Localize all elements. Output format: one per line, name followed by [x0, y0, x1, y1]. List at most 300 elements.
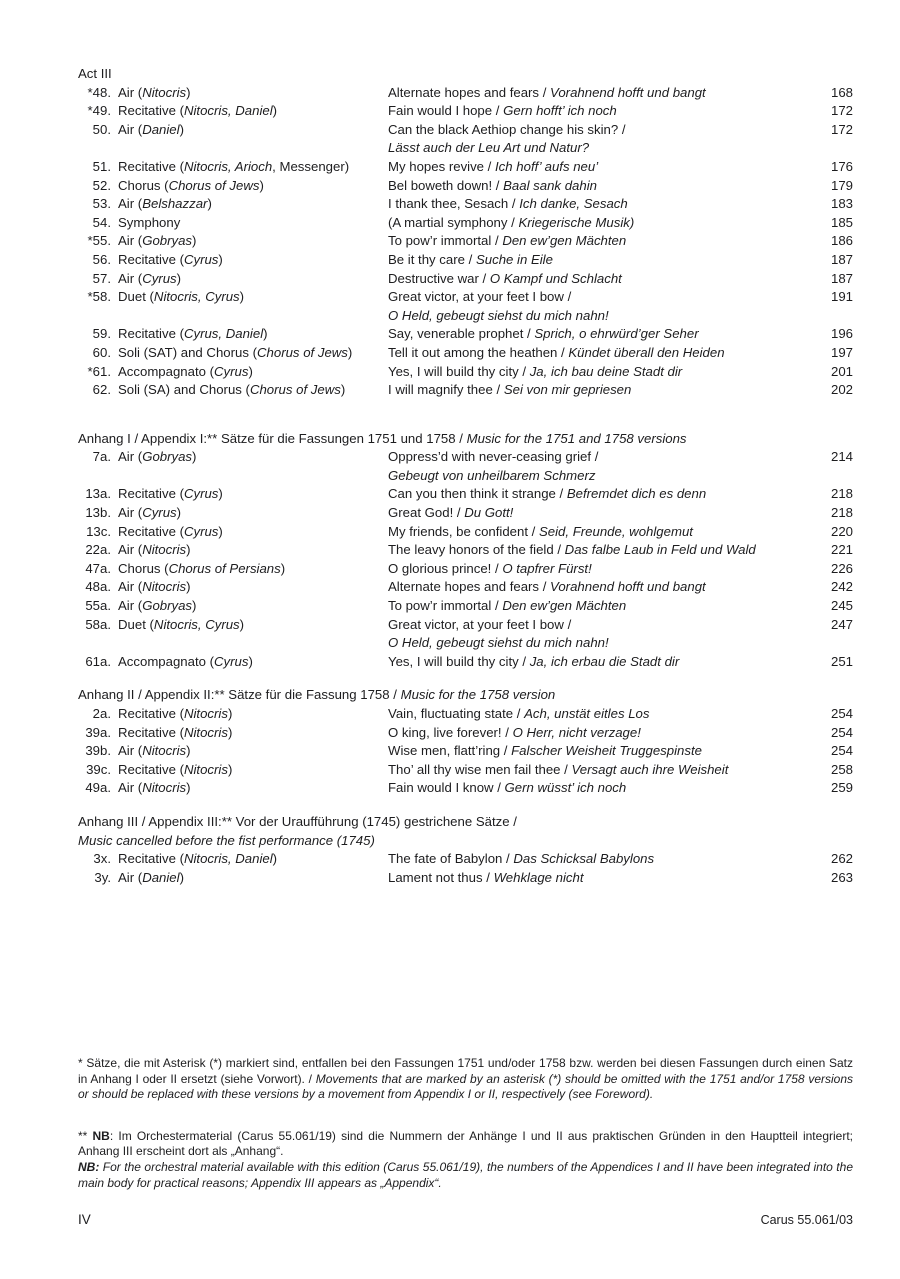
movement-number: 58a.: [85, 616, 111, 632]
text-segment: ): [248, 363, 253, 379]
toc-row: [78, 448, 853, 485]
text-segment: Nitocris, Cyrus: [153, 616, 240, 632]
text-segment: Recitative (: [118, 251, 184, 267]
movement-number: 54.: [92, 214, 111, 230]
toc-section: [78, 430, 853, 672]
text-segment: Du Gott!: [464, 505, 514, 521]
text-segment: NB: [92, 1128, 110, 1143]
text-segment: Nitocris, Arioch: [183, 158, 273, 174]
text-segment: ): [186, 579, 191, 595]
section-heading: [78, 65, 853, 84]
text-segment: Fain would I know /: [388, 780, 505, 796]
text-segment: Lament not thus /: [388, 869, 494, 885]
text-segment: Ach, unstät eitles Los: [524, 706, 650, 721]
text-segment: Recitative (: [118, 158, 184, 174]
movement-label: [111, 158, 388, 177]
movement-label: [111, 325, 388, 344]
text-segment: I will magnify thee /: [388, 382, 504, 398]
movement-number: 7a.: [92, 449, 111, 465]
page-ref: 197: [830, 344, 853, 360]
text-segment: Falscher Weisheit Truggespinste: [511, 743, 702, 759]
text-segment: ): [186, 743, 191, 759]
movement-title: [388, 523, 813, 542]
text-segment: * Sätze, die mit Asterisk (*) markiert sind, entfallen bei den Fassungen 1751 und/oder 1758 bzw. werden bei diesen Fassungen durch einen Satz in Anhang I oder II ersetzt (siehe Vorwort). /: [78, 1056, 853, 1086]
text-segment: Cyrus: [214, 653, 249, 669]
toc-row: [78, 869, 853, 888]
movement-label: [111, 616, 388, 653]
movement-title: [388, 578, 813, 597]
text-segment: Seid, Freunde, wohlgemut: [539, 523, 693, 539]
text-segment: The leavy honors of the field /: [388, 542, 565, 558]
text-segment: ): [179, 869, 184, 885]
text-segment: Air (: [118, 780, 143, 796]
movement-label: [111, 344, 388, 363]
movement-label: [111, 742, 388, 761]
text-segment: Destructive war /: [388, 270, 490, 286]
page-ref: 218: [830, 505, 853, 521]
text-segment: Great God! /: [388, 505, 465, 521]
page-ref: 202: [830, 382, 853, 398]
movement-label: [111, 232, 388, 251]
text-segment: Soli (SA) and Chorus (: [118, 382, 250, 398]
text-segment: Vain, fluctuating state /: [388, 706, 525, 721]
text-segment: Music for the 1751 and 1758 versions: [466, 430, 687, 446]
movement-label: [111, 504, 388, 523]
text-segment: Chorus (: [118, 177, 169, 193]
toc-row: [78, 344, 853, 363]
text-segment: Cyrus: [142, 270, 177, 286]
movement-number: *49.: [87, 103, 111, 119]
page-ref: 254: [830, 743, 853, 759]
text-segment: ): [192, 233, 197, 249]
page-ref: 187: [830, 270, 853, 286]
page-ref: 263: [830, 869, 853, 885]
movement-title: [388, 850, 813, 869]
text-segment: ): [227, 706, 233, 721]
toc-row: [78, 616, 853, 653]
toc-row: [78, 523, 853, 542]
movement-number: 50.: [92, 121, 111, 137]
toc-row: [78, 504, 853, 523]
text-segment: O Held, gebeugt siehst du mich nahn!: [388, 635, 609, 651]
text-segment: Air (: [118, 505, 143, 521]
text-segment: **: [78, 1128, 93, 1143]
movement-number: 22a.: [85, 542, 111, 558]
text-segment: ): [192, 449, 197, 465]
toc-row: [78, 363, 853, 382]
text-segment: Nitocris: [142, 780, 187, 796]
text-segment: The fate of Babylon /: [388, 851, 514, 867]
movement-title: [388, 344, 813, 363]
movement-label: [111, 102, 388, 121]
page-ref: 191: [830, 289, 853, 305]
toc-row: [78, 251, 853, 270]
text-segment: Anhang I / Appendix I:** Sätze für die Fassungen 1751 und 1758 /: [78, 430, 467, 446]
text-segment: Ich danke, Sesach: [519, 196, 628, 212]
text-segment: ): [259, 177, 264, 193]
text-segment: ): [176, 270, 182, 286]
text-segment: NB:: [78, 1159, 100, 1174]
text-segment: Cyrus: [183, 523, 219, 539]
text-segment: Chorus of Persians: [168, 560, 281, 576]
text-segment: ): [239, 289, 245, 305]
page-ref: 196: [830, 326, 853, 342]
text-segment: Cyrus: [214, 363, 249, 379]
text-segment: Den ew’gen Mächten: [502, 598, 627, 614]
movement-title: [388, 325, 813, 344]
movement-number: *58.: [87, 289, 111, 305]
movement-label: [111, 214, 388, 233]
text-segment: Recitative (: [118, 326, 184, 342]
text-segment: To pow’r immortal /: [388, 598, 503, 614]
text-segment: ): [218, 486, 223, 502]
movement-label: [111, 761, 388, 780]
movement-title: [388, 214, 813, 233]
text-segment: Nitocris, Daniel: [183, 851, 273, 867]
text-segment: To pow’r immortal /: [388, 233, 503, 249]
text-segment: ): [347, 344, 353, 360]
text-segment: : Im Orchestermaterial (Carus 55.061/19) sind die Nummern der Anhänge I und II aus praktischen Gründen in den Hauptteil integriert; Anhang III erscheint dort als „Anhang“.: [78, 1128, 853, 1159]
text-segment: Belshazzar: [142, 196, 208, 212]
movement-title: [388, 232, 813, 251]
movement-label: [111, 597, 388, 616]
text-segment: ): [227, 724, 233, 740]
text-segment: ): [186, 84, 191, 100]
text-segment: ): [192, 598, 197, 614]
text-segment: Sprich, o ehrwürd’ger Seher: [534, 326, 699, 342]
page-ref: 245: [830, 598, 853, 614]
text-segment: Tho’ all thy wise men fail thee /: [388, 761, 572, 777]
movement-number: 13b.: [85, 505, 111, 521]
text-segment: Lässt auch der Leu Art und Natur?: [388, 140, 590, 156]
movement-number: 53.: [92, 196, 111, 212]
text-segment: Great victor, at your feet I bow /: [388, 616, 572, 632]
text-segment: Daniel: [142, 869, 180, 885]
text-segment: Alternate hopes and fears /: [388, 579, 551, 595]
page-ref: 259: [830, 780, 853, 796]
text-segment: Symphony: [118, 214, 181, 230]
movement-title: [388, 121, 813, 158]
footnote: [78, 1129, 853, 1191]
movement-number: 3x.: [93, 851, 111, 867]
movement-number: 39b.: [85, 743, 111, 759]
text-segment: Baal sank dahin: [503, 177, 597, 193]
text-segment: Versagt auch ihre Weisheit: [571, 761, 729, 777]
text-segment: Bel boweth down! /: [388, 177, 504, 193]
text-segment: O king, live forever! /: [388, 724, 513, 740]
movement-title: [388, 381, 813, 400]
text-segment: My friends, be confident /: [388, 523, 539, 539]
movement-label: [111, 541, 388, 560]
text-segment: Gobryas: [142, 233, 193, 249]
toc-row: [78, 325, 853, 344]
text-segment: Oppress’d with never-ceasing grief /: [388, 449, 599, 465]
text-segment: Air (: [118, 542, 143, 558]
section-heading: [78, 430, 853, 449]
movement-number: 39a.: [85, 724, 111, 740]
text-segment: Recitative (: [118, 103, 184, 119]
toc-row: [78, 195, 853, 214]
toc-row: [78, 102, 853, 121]
text-segment: Daniel: [142, 121, 180, 137]
movement-number: 61a.: [85, 653, 111, 669]
text-segment: Nitocris: [183, 706, 228, 721]
movement-number: 52.: [92, 177, 111, 193]
movement-label: [111, 779, 388, 798]
toc-row: [78, 121, 853, 158]
footnote-paragraph: [78, 1056, 853, 1103]
section-heading: [78, 813, 853, 850]
toc-sections: [78, 65, 853, 887]
text-segment: O glorious prince! /: [388, 560, 503, 576]
text-segment: ): [186, 542, 191, 558]
movement-number: 59.: [92, 326, 111, 342]
text-segment: Cyrus: [142, 505, 177, 521]
movement-label: [111, 270, 388, 289]
toc-row: [78, 705, 853, 724]
movement-label: [111, 724, 388, 743]
movement-title: [388, 448, 813, 485]
toc-row: [78, 653, 853, 672]
movement-label: [111, 485, 388, 504]
text-segment: Suche in Eile: [475, 251, 553, 267]
toc-row: [78, 270, 853, 289]
text-segment: Recitative (: [118, 706, 184, 721]
toc-row: [78, 381, 853, 400]
text-segment: Kündet überall den Heiden: [568, 344, 725, 360]
text-segment: ): [218, 251, 223, 267]
text-segment: Sei von mir gepriesen: [503, 382, 632, 398]
movement-title: [388, 177, 813, 196]
text-segment: Gobryas: [142, 598, 193, 614]
toc-row: [78, 578, 853, 597]
movement-number: 13a.: [85, 486, 111, 502]
text-segment: Anhang III / Appendix III:** Vor der Uraufführung (1745) gestrichene Sätze /: [78, 813, 517, 829]
text-segment: ): [179, 121, 184, 137]
text-segment: Vorahnend hofft und bangt: [550, 84, 706, 100]
page-ref: 247: [830, 616, 853, 632]
text-segment: Befremdet dich es denn: [566, 486, 707, 502]
text-segment: Ja, ich erbau die Stadt dir: [529, 653, 680, 669]
movement-title: [388, 597, 813, 616]
page-ref: 201: [830, 363, 853, 379]
text-segment: ): [207, 196, 212, 212]
text-segment: (A martial symphony /: [388, 214, 519, 230]
text-segment: ): [227, 761, 233, 777]
text-segment: Wehklage nicht: [493, 869, 584, 885]
text-segment: Accompagnato (: [118, 363, 215, 379]
page-ref: 214: [830, 449, 853, 465]
text-segment: Nitocris, Cyrus: [153, 289, 240, 305]
text-segment: Recitative (: [118, 523, 184, 539]
text-segment: O Herr, nicht verzage!: [512, 724, 641, 740]
text-segment: Chorus of Jews: [249, 382, 341, 398]
text-segment: Air (: [118, 449, 143, 465]
text-segment: ): [248, 653, 253, 669]
toc-section: [78, 813, 853, 887]
text-segment: Air (: [118, 233, 143, 249]
movement-title: [388, 158, 813, 177]
movement-label: [111, 381, 388, 400]
text-segment: Recitative (: [118, 486, 184, 502]
text-segment: , Messenger): [272, 158, 350, 174]
text-segment: O Held, gebeugt siehst du mich nahn!: [388, 307, 609, 323]
text-segment: Air (: [118, 869, 143, 885]
page-ref: 176: [830, 158, 853, 174]
movement-title: [388, 485, 813, 504]
text-segment: ): [186, 780, 191, 796]
text-segment: Recitative (: [118, 724, 184, 740]
text-segment: Fain would I hope /: [388, 103, 504, 119]
movement-label: [111, 850, 388, 869]
text-segment: ): [263, 326, 268, 342]
text-segment: Great victor, at your feet I bow /: [388, 289, 572, 305]
text-segment: Ja, ich bau deine Stadt dir: [529, 363, 683, 379]
movement-label: [111, 363, 388, 382]
text-segment: Air (: [118, 121, 143, 137]
movement-label: [111, 448, 388, 485]
movement-title: [388, 102, 813, 121]
text-segment: I thank thee, Sesach /: [388, 196, 520, 212]
text-segment: Cyrus, Daniel: [183, 326, 264, 342]
text-segment: Movements that are marked by an asterisk (*) should be omitted with the 1751 and/or 1758 versions or should be replaced with these versions by a movement from Appendix I or II, respectively (see Foreword).: [78, 1071, 854, 1102]
movement-number: *48.: [87, 84, 111, 100]
text-segment: ): [280, 560, 286, 576]
movement-label: [111, 121, 388, 158]
toc-row: [78, 724, 853, 743]
text-segment: ): [176, 505, 182, 521]
toc-row: [78, 541, 853, 560]
text-segment: Vorahnend hofft und bangt: [550, 579, 706, 595]
movement-title: [388, 705, 813, 724]
text-segment: My hopes revive /: [388, 158, 496, 174]
text-segment: Kriegerische Musik): [518, 214, 635, 230]
movement-number: 48a.: [85, 579, 111, 595]
movement-label: [111, 578, 388, 597]
text-segment: O tapfrer Fürst!: [502, 560, 592, 576]
movement-label: [111, 560, 388, 579]
text-segment: Nitocris: [183, 761, 228, 777]
text-segment: ): [239, 616, 245, 632]
movement-number: 51.: [92, 158, 111, 174]
text-segment: Gern hofft’ ich noch: [503, 103, 617, 119]
movement-title: [388, 779, 813, 798]
movement-label: [111, 195, 388, 214]
toc-row: [78, 485, 853, 504]
text-segment: Be it thy care /: [388, 251, 476, 267]
movement-title: [388, 84, 813, 103]
page-ref: 179: [830, 177, 853, 193]
text-segment: Accompagnato (: [118, 653, 215, 669]
movement-title: [388, 363, 813, 382]
text-segment: ): [218, 523, 223, 539]
page-ref: 254: [830, 706, 853, 721]
text-segment: Chorus of Jews: [257, 344, 348, 360]
movement-label: [111, 705, 388, 724]
movement-number: 57.: [92, 270, 111, 286]
text-segment: Cyrus: [183, 251, 219, 267]
text-segment: Chorus (: [118, 560, 169, 576]
movement-number: 47a.: [85, 560, 111, 576]
page-footer: [78, 1212, 853, 1227]
movement-number: 49a.: [85, 780, 111, 796]
page-ref: 172: [830, 121, 853, 137]
text-segment: Can the black Aethiop change his skin? /: [388, 121, 626, 137]
movement-title: [388, 251, 813, 270]
footnote-paragraph: [78, 1129, 853, 1160]
page-ref: 220: [830, 523, 853, 539]
text-segment: Soli (SAT) and Chorus (: [118, 344, 258, 360]
footnote: [78, 1056, 853, 1103]
text-segment: Chorus of Jews: [168, 177, 260, 193]
text-segment: Nitocris: [142, 542, 187, 558]
text-segment: Wise men, flatt’ring /: [388, 743, 512, 759]
footnote-paragraph: [78, 1160, 853, 1191]
text-segment: Can you then think it strange /: [388, 486, 567, 502]
page-ref: 258: [830, 761, 853, 777]
page-ref: 262: [830, 851, 853, 867]
movement-number: 62.: [92, 382, 111, 398]
page-ref: 226: [830, 560, 853, 576]
movement-title: [388, 653, 813, 672]
text-segment: Das falbe Laub in Feld und Wald: [564, 542, 756, 558]
text-segment: Nitocris: [142, 579, 187, 595]
movement-number: 2a.: [92, 706, 111, 721]
text-segment: Air (: [118, 196, 143, 212]
toc-row: [78, 177, 853, 196]
text-segment: Yes, I will build thy city /: [388, 363, 530, 379]
text-segment: Air (: [118, 598, 143, 614]
text-segment: Music cancelled before the fist performance (1745): [78, 832, 375, 848]
text-segment: Recitative (: [118, 761, 184, 777]
text-segment: Ich hoff’ aufs neu’: [495, 158, 599, 174]
text-segment: Air (: [118, 84, 143, 100]
text-segment: Gobryas: [142, 449, 193, 465]
toc-row: [78, 597, 853, 616]
movement-title: [388, 195, 813, 214]
toc-row: [78, 850, 853, 869]
movement-number: 13c.: [86, 523, 111, 539]
toc-section: [78, 686, 853, 798]
text-segment: Duet (: [118, 616, 154, 632]
page-ref: 168: [830, 84, 853, 100]
toc-row: [78, 232, 853, 251]
movement-label: [111, 653, 388, 672]
movement-title: [388, 869, 813, 888]
movement-number: *55.: [87, 233, 111, 249]
toc-row: [78, 214, 853, 233]
movement-title: [388, 724, 813, 743]
movement-label: [111, 288, 388, 325]
movement-number: 55a.: [85, 598, 111, 614]
text-segment: ): [272, 851, 278, 867]
text-segment: Nitocris, Daniel: [183, 103, 273, 119]
movement-number: 39c.: [86, 761, 111, 777]
page-ref: 251: [830, 653, 853, 669]
text-segment: Tell it out among the heathen /: [388, 344, 569, 360]
text-segment: ): [340, 382, 346, 398]
text-segment: Music for the 1758 version: [400, 687, 556, 703]
text-segment: Das Schicksal Babylons: [513, 851, 655, 867]
text-segment: Recitative (: [118, 851, 184, 867]
toc-row: [78, 158, 853, 177]
text-segment: Nitocris: [142, 743, 187, 759]
page-ref: 254: [830, 724, 853, 740]
movement-number: *61.: [87, 363, 111, 379]
movement-number: 60.: [92, 344, 111, 360]
text-segment: Cyrus: [183, 486, 219, 502]
movement-label: [111, 84, 388, 103]
